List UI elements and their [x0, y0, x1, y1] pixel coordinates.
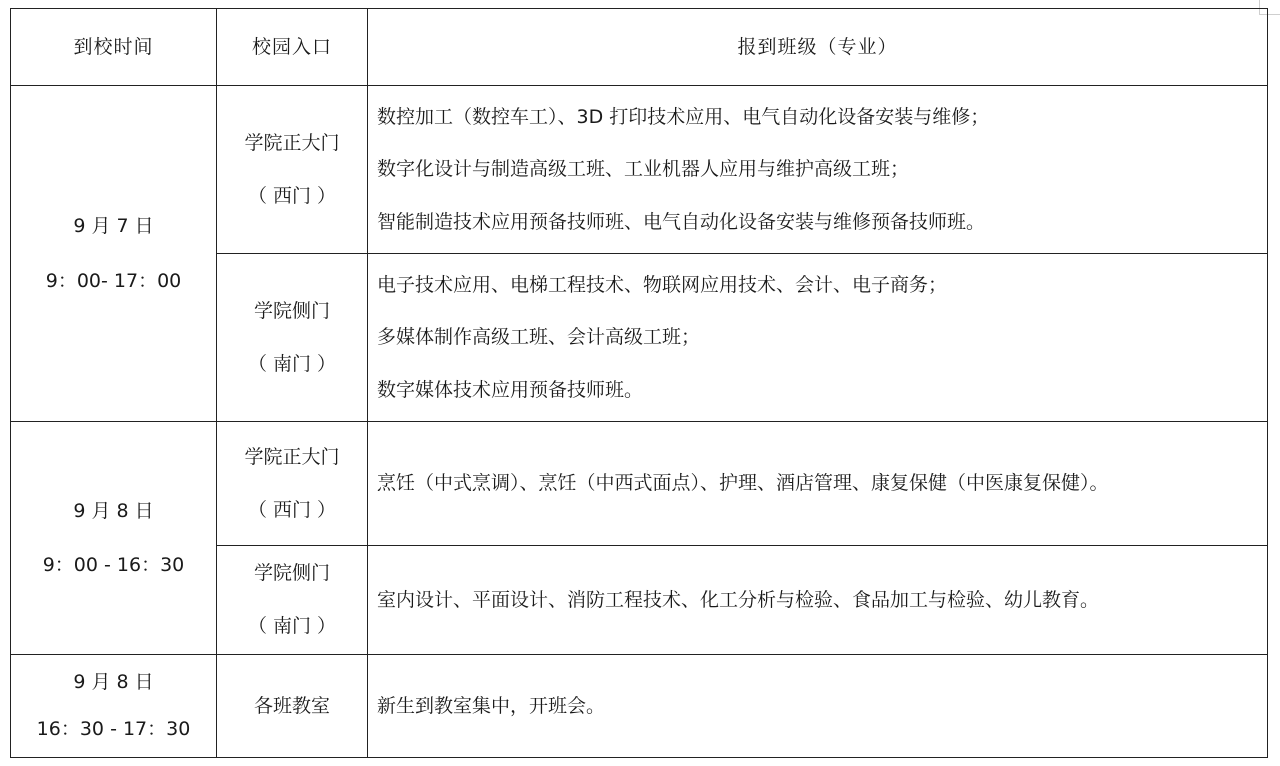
class-list-cell: [368, 254, 1268, 422]
class-line: 电子技术应用、电梯工程技术、物联网应用技术、会计、电子商务；: [377, 273, 948, 296]
table-row: [11, 86, 1268, 254]
entrance-name: 学院侧门: [253, 562, 330, 585]
class-line: 数控加工（数控车工）、3D 打印技术应用、电气自动化设备安装与维修；: [377, 105, 990, 128]
class-line: 多媒体制作高级工班、会计高级工班；: [377, 326, 701, 349]
entrance-cell: [217, 422, 368, 546]
class-line: 烹饪（中式烹调）、烹饪（中西式面点）、护理、酒店管理、康复保健（中医康复保健）。: [377, 472, 1109, 495]
arrival-date: 9 月 8 日: [73, 499, 154, 522]
class-line: 智能制造技术应用预备技师班、电气自动化设备安装与维修预备技师班。: [377, 211, 986, 234]
entrance-cell: [217, 655, 368, 758]
class-list-cell: [368, 86, 1268, 254]
table-row: [11, 655, 1268, 758]
entrance-cell: [217, 545, 368, 655]
class-line: 新生到教室集中，开班会。: [377, 694, 606, 717]
entrance-name: 学院侧门: [253, 299, 330, 322]
entrance-cell: [217, 254, 368, 422]
class-line: 数字化设计与制造高级工班、工业机器人应用与维护高级工班；: [377, 158, 910, 181]
arrival-time-cell: [11, 422, 217, 655]
entrance-name: 学院正大门: [244, 445, 340, 468]
entrance-name: 学院正大门: [244, 132, 340, 155]
class-list-cell: [368, 655, 1268, 758]
class-line: 数字媒体技术应用预备技师班。: [377, 379, 644, 402]
class-line: 室内设计、平面设计、消防工程技术、化工分析与检验、食品加工与检验、幼儿教育。: [377, 588, 1100, 611]
registration-schedule-table: [10, 8, 1268, 758]
entrance-name: 各班教室: [253, 694, 330, 717]
arrival-time-cell: [11, 655, 217, 758]
arrival-time-range: 9：00 - 16：30: [42, 554, 185, 577]
arrival-time-range: 16：30 - 17：30: [36, 718, 191, 741]
arrival-time-cell: [11, 86, 217, 422]
entrance-alias: （ 西门 ）: [247, 498, 337, 521]
arrival-date: 9 月 8 日: [73, 671, 154, 694]
header-arrival-time: 到校时间: [11, 9, 217, 86]
entrance-cell: [217, 86, 368, 254]
table-header-row: [11, 9, 1268, 86]
arrival-time-range: 9：00- 17：00: [45, 269, 182, 292]
table-row: [11, 422, 1268, 546]
arrival-date: 9 月 7 日: [73, 215, 154, 237]
class-list-cell: [368, 545, 1268, 655]
entrance-alias: （ 南门 ）: [247, 352, 337, 375]
header-registration-classes: 报到班级（专业）: [368, 9, 1268, 86]
class-list-cell: [368, 422, 1268, 546]
entrance-alias: （ 西门 ）: [247, 184, 337, 207]
header-campus-entrance: 校园入口: [217, 9, 368, 86]
entrance-alias: （ 南门 ）: [247, 615, 337, 638]
